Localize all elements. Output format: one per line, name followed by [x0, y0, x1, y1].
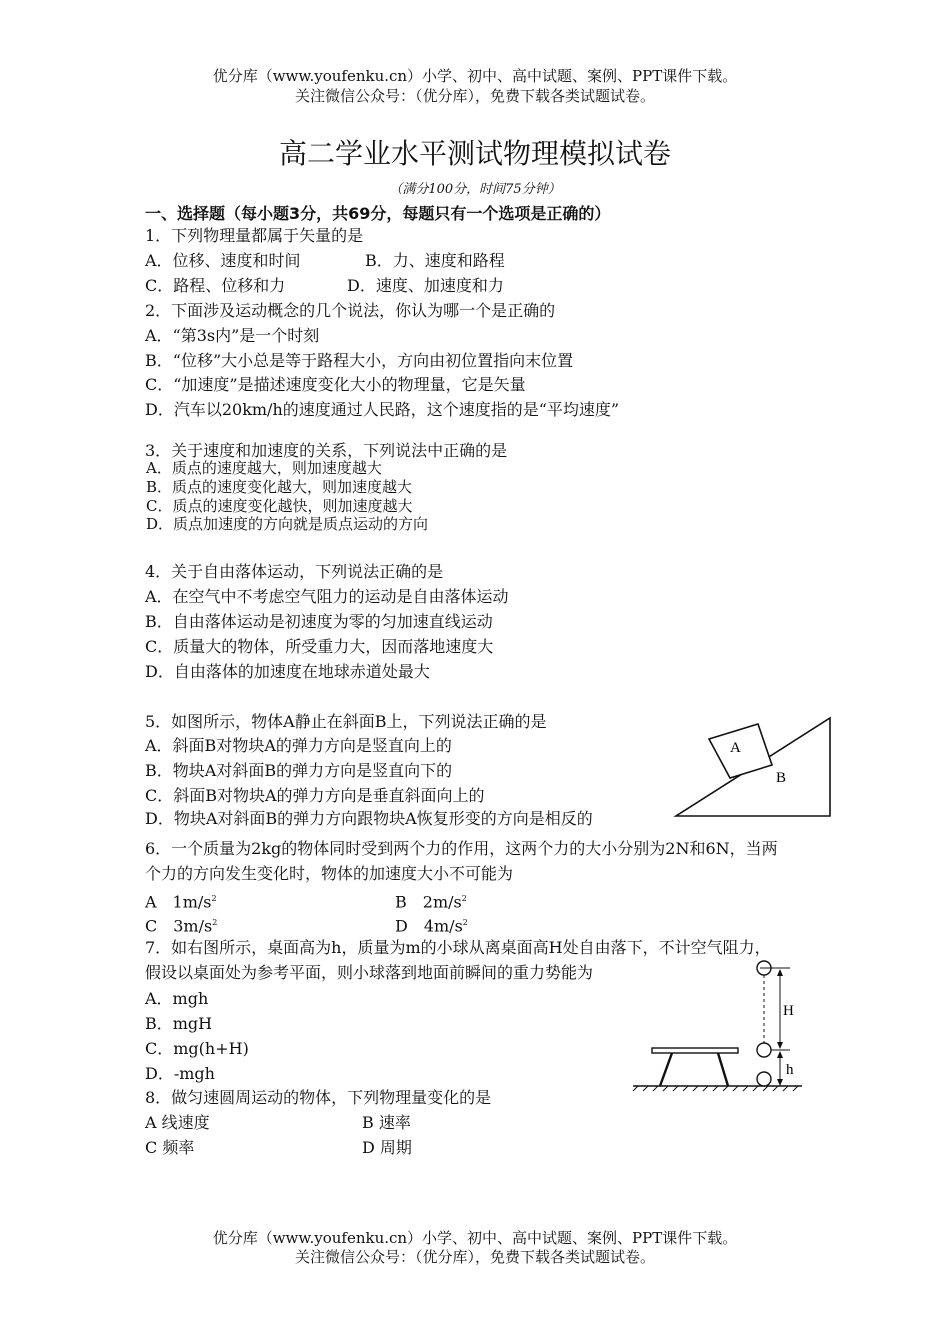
q3-stem: 3．关于速度和加速度的关系，下列说法中正确的是: [145, 441, 508, 460]
table-leg-right: [718, 1053, 728, 1086]
q2-option-b: B．“位移”大小总是等于路程大小，方向由初位置指向末位置: [145, 351, 574, 370]
q6-option-c: C $3m/s^2$: [145, 916, 218, 936]
ball-mid: [757, 1043, 771, 1057]
footer-line-2: 关注微信公众号：（优分库），免费下载各类试题试卷。: [294, 1248, 655, 1266]
q7-option-c: C．mg(h+H): [145, 1039, 249, 1058]
q7-option-b: B．mgH: [145, 1014, 213, 1033]
q6-stem-line-1: 6．一个质量为2kg的物体同时受到两个力的作用，这两个力的大小分别为2N和6N，当两: [145, 839, 778, 858]
table-top: [652, 1048, 738, 1053]
q2-option-d: D．汽车以20km/h的速度通过人民路，这个速度指的是“平均速度”: [145, 400, 620, 419]
q4-option-d: D．自由落体的加速度在地球赤道处最大: [145, 662, 430, 681]
q6-option-b: B $2m/s^2$: [395, 892, 467, 912]
q3-option-c: C．质点的速度变化越快，则加速度越大: [146, 497, 413, 515]
q8-option-d: D 周期: [362, 1138, 412, 1157]
q1-option-d: D．速度、加速度和力: [347, 276, 504, 295]
q8-option-b: B 速率: [362, 1113, 411, 1132]
header-line-2: 关注微信公众号：（优分库），免费下载各类试题试卷。: [294, 87, 655, 105]
page-subtitle: （满分100分，时间75分钟）: [389, 182, 561, 197]
q6-option-d: D $4m/s^2$: [395, 916, 468, 936]
q7-option-d: D．-mgh: [145, 1064, 215, 1083]
q5-option-a: A．斜面B对物块A的弹力方向是竖直向上的: [145, 736, 452, 755]
q7-stem-line-1: 7．如右图所示，桌面高为h，质量为m的小球从离桌面高H处自由落下，不计空气阻力，: [145, 938, 771, 957]
q2-option-c: C．“加速度”是描述速度变化大小的物理量，它是矢量: [145, 375, 526, 394]
q1-option-a: A．位移、速度和时间: [145, 251, 301, 270]
incline-b-label: B: [776, 770, 787, 786]
label-H: H: [783, 1003, 794, 1019]
q8-stem: 8．做匀速圆周运动的物体，下列物理量变化的是: [145, 1088, 492, 1107]
q3-option-d: D．质点加速度的方向就是质点运动的方向: [146, 515, 429, 533]
block-a-label: A: [730, 740, 741, 756]
q5-stem: 5．如图所示，物体A静止在斜面B上，下列说法正确的是: [145, 712, 547, 731]
q4-option-b: B．自由落体运动是初速度为零的匀加速直线运动: [145, 612, 493, 631]
section-heading: 一、选择题（每小题3分，共69分，每题只有一个选项是正确的）: [145, 204, 611, 223]
q8-option-a: A 线速度: [145, 1113, 210, 1132]
q4-stem: 4．关于自由落体运动，下列说法正确的是: [145, 562, 444, 581]
q5-option-d: D．物块A对斜面B的弹力方向跟物块A恢复形变的方向是相反的: [145, 809, 593, 828]
q2-option-a: A．“第3s内”是一个时刻: [145, 326, 320, 345]
q1-option-c: C．路程、位移和力: [145, 276, 286, 295]
q1-option-b: B．力、速度和路程: [365, 251, 505, 270]
q1-stem: 1．下列物理量都属于矢量的是: [145, 226, 364, 245]
q4-option-a: A．在空气中不考虑空气阻力的运动是自由落体运动: [145, 587, 509, 606]
table-leg-left: [660, 1053, 672, 1086]
q5-option-c: C．斜面B对物块A的弹力方向是垂直斜面向上的: [145, 786, 485, 805]
q7-option-a: A．mgh: [145, 989, 209, 1008]
q5-option-b: B．物块A对斜面B的弹力方向是竖直向下的: [145, 761, 453, 780]
label-h: h: [786, 1062, 794, 1078]
q7-stem-line-2: 假设以桌面处为参考平面，则小球落到地面前瞬间的重力势能为: [145, 963, 594, 982]
q8-option-c: C 频率: [145, 1138, 195, 1157]
header-line-1: 优分库（www.youfenku.cn）小学、初中、高中试题、案例、PPT课件下载。: [212, 67, 738, 85]
footer-line-1: 优分库（www.youfenku.cn）小学、初中、高中试题、案例、PPT课件下载。: [212, 1229, 738, 1247]
page-title: 高二学业水平测试物理模拟试卷: [278, 137, 671, 170]
incline-figure: [670, 712, 840, 822]
q2-stem: 2．下面涉及运动概念的几个说法，你认为哪一个是正确的: [145, 301, 556, 320]
q6-option-a: A $1m/s^2$: [145, 892, 217, 912]
q6-stem-line-2: 个力的方向发生变化时，物体的加速度大小不可能为: [145, 864, 514, 883]
q4-option-c: C．质量大的物体，所受重力大，因而落地速度大: [145, 637, 494, 656]
ball-bottom: [757, 1072, 771, 1086]
q3-option-b: B．质点的速度变化越大，则加速度越大: [146, 478, 413, 496]
q3-option-a: A．质点的速度越大，则加速度越大: [146, 459, 382, 477]
table-ball-figure: [630, 955, 810, 1095]
